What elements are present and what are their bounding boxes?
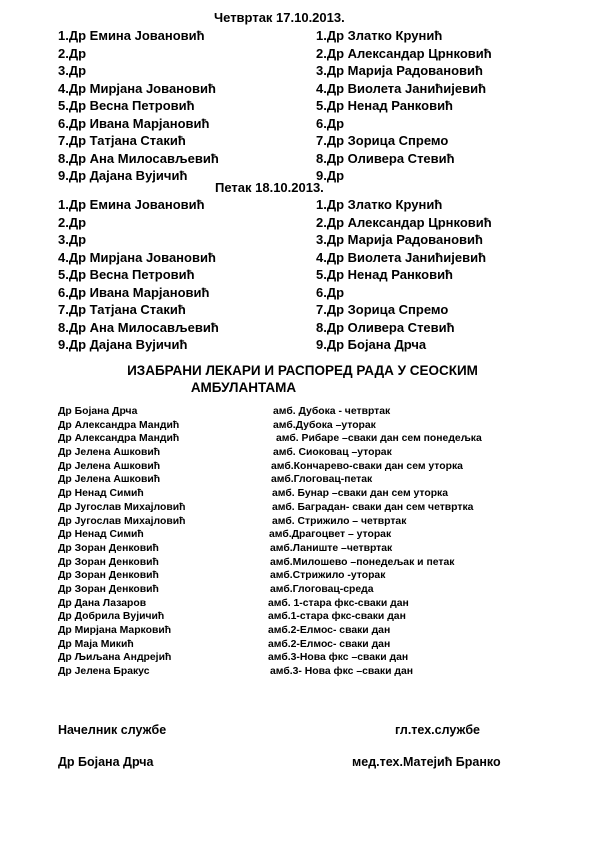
schedule-entry: 3.Др Марија Радовановић bbox=[316, 232, 483, 247]
day-left-column bbox=[58, 27, 219, 185]
assignment-clinic: амб.Ланиште –четвртак bbox=[270, 542, 393, 554]
schedule-entry: 2.Др Александар Црнковић bbox=[316, 45, 492, 61]
assignment-clinic: амб. Сиоковац –уторак bbox=[273, 447, 392, 459]
assignment-doctor: Др Југослав Михајловић bbox=[58, 515, 186, 527]
assignment-doctor: Др Зоран Денковић bbox=[58, 556, 159, 568]
schedule-entry: 6.Др bbox=[316, 284, 345, 300]
assignment-doctor: Др Мирјана Марковић bbox=[58, 625, 172, 636]
schedule-entry: 7.Др Зорица Спремо bbox=[316, 133, 449, 148]
assignment-clinic: амб.Драгоцвет – уторак bbox=[269, 529, 392, 541]
assignment-doctor: Др Јелена Ашковић bbox=[58, 474, 161, 486]
day-right-column bbox=[316, 27, 492, 185]
day-title: Петак 18.10.2013. bbox=[215, 180, 324, 195]
assignment-clinic: амб.Кончарево-сваки дан сем уторка bbox=[271, 460, 463, 472]
signature-left-title: Начелник службе bbox=[58, 723, 167, 737]
assignment-clinic: амб.2-Елмос- сваки дан bbox=[268, 638, 391, 650]
schedule-entry: 5.Др Ненад Ранковић bbox=[316, 267, 454, 282]
assignment-doctor: Др Љиљана Андрејић bbox=[58, 652, 172, 664]
schedule-entry: 8.Др Ана Милосављевић bbox=[58, 150, 219, 166]
schedule-entry: 7.Др Татјана Стакић bbox=[58, 302, 186, 317]
assignment-doctor: Др Маја Микић bbox=[58, 638, 134, 650]
signature-right-name: мед.тех.Матејић Бранко bbox=[352, 755, 501, 769]
assignment-doctor: Др Александра Мандић bbox=[58, 433, 180, 445]
assignment-doctor: Др Александра Мандић bbox=[58, 419, 180, 431]
assignment-clinic: амб.Стрижило -уторак bbox=[270, 570, 386, 582]
schedule-entry: 1.Др Емина Јовановић bbox=[58, 28, 205, 43]
assignment-doctor: Др Југослав Михајловић bbox=[58, 501, 186, 513]
assignment-clinic: амб.3-Нова фкс –сваки дан bbox=[268, 652, 409, 664]
schedule-entry: 4.Др Мирјана Јовановић bbox=[58, 249, 216, 265]
schedule-entry: 2.Др bbox=[58, 214, 87, 230]
day-title: Четвртак 17.10.2013. bbox=[214, 10, 345, 25]
assignment-clinic: амб. Дубока - четвртак bbox=[273, 406, 391, 417]
section-title-line: ИЗАБРАНИ ЛЕКАРИ И РАСПОРЕД РАДА У СЕОСКИМ bbox=[127, 363, 478, 378]
schedule-entry: 8.Др Оливера Стевић bbox=[316, 150, 455, 166]
schedule-entry: 5.Др Весна Петровић bbox=[58, 267, 195, 282]
schedule-entry: 9.Др Дајана Вујичић bbox=[58, 168, 188, 183]
schedule-entry: 6.Др Ивана Марјановић bbox=[58, 115, 210, 131]
assignment-clinic: амб.2-Елмос- сваки дан bbox=[268, 625, 391, 636]
schedule-entry: 9.Др Бојана Дрча bbox=[316, 337, 427, 352]
assignment-clinic: амб. Рибаре –сваки дан сем понедељка bbox=[276, 433, 482, 445]
schedule-entry: 1.Др Златко Крунић bbox=[316, 197, 443, 212]
assignment-doctor: Др Зоран Денковић bbox=[58, 583, 159, 595]
assignment-doctor: Др Јелена Бракус bbox=[58, 666, 150, 678]
assignment-clinic: амб.Глоговац-петак bbox=[271, 474, 373, 486]
schedule-entry: 7.Др Татјана Стакић bbox=[58, 133, 186, 148]
assignment-doctor: Др Зоран Денковић bbox=[58, 542, 159, 554]
assignment-clinic: амб.3- Нова фкс –сваки дан bbox=[270, 666, 414, 678]
assignment-clinic: амб. 1-стара фкс-сваки дан bbox=[268, 597, 409, 609]
schedule-entry: 3.Др Марија Радовановић bbox=[316, 63, 483, 78]
day-right-column bbox=[316, 196, 492, 354]
assignment-clinic-column bbox=[0, 405, 605, 679]
assignment-clinic: амб.Дубока –уторак bbox=[273, 419, 376, 431]
assignment-doctor: Др Јелена Ашковић bbox=[58, 460, 161, 472]
assignment-doctor: Др Добрила Вујичић bbox=[58, 611, 165, 623]
day-left-column bbox=[58, 196, 219, 354]
assignment-clinic: амб.Милошево –понедељак и петак bbox=[270, 556, 455, 568]
schedule-entry: 3.Др bbox=[58, 232, 87, 247]
assignment-clinic: амб. Баградан- сваки дан сем четвртка bbox=[272, 501, 474, 513]
assignment-clinic: амб.Глоговац-среда bbox=[270, 583, 374, 595]
schedule-entry: 9.Др Дајана Вујичић bbox=[58, 337, 188, 352]
assignment-clinic: амб. Стрижило – четвртак bbox=[272, 515, 407, 527]
assignment-clinic: амб.1-стара фкс-сваки дан bbox=[268, 611, 406, 623]
schedule-entry: 6.Др Ивана Марјановић bbox=[58, 284, 210, 300]
assignment-doctor: Др Ненад Симић bbox=[58, 529, 144, 541]
schedule-entry: 7.Др Зорица Спремо bbox=[316, 302, 449, 317]
schedule-entry: 1.Др Златко Крунић bbox=[316, 28, 443, 43]
schedule-entry: 2.Др Александар Црнковић bbox=[316, 214, 492, 230]
signature-right-title: гл.тех.службе bbox=[395, 723, 481, 737]
schedule-entry: 9.Др bbox=[316, 168, 345, 183]
schedule-entry: 2.Др bbox=[58, 45, 87, 61]
assignment-doctor: Др Дана Лазаров bbox=[58, 597, 147, 609]
schedule-entry: 5.Др Весна Петровић bbox=[58, 98, 195, 113]
schedule-entry: 6.Др bbox=[316, 115, 345, 131]
assignment-doctor: Др Бојана Дрча bbox=[58, 406, 138, 417]
assignment-doctor: Др Јелена Ашковић bbox=[58, 447, 161, 459]
assignment-clinic: амб. Бунар –сваки дан сем уторка bbox=[272, 488, 449, 500]
schedule-entry: 8.Др Оливера Стевић bbox=[316, 319, 455, 335]
section-title bbox=[0, 362, 605, 396]
schedule-entry: 4.Др Виолета Јанићијевић bbox=[316, 249, 487, 265]
schedule-entry: 4.Др Виолета Јанићијевић bbox=[316, 80, 487, 96]
assignment-doctor: Др Ненад Симић bbox=[58, 488, 144, 500]
schedule-entry: 8.Др Ана Милосављевић bbox=[58, 319, 219, 335]
schedule-entry: 1.Др Емина Јовановић bbox=[58, 197, 205, 212]
schedule-entry: 4.Др Мирјана Јовановић bbox=[58, 80, 216, 96]
assignment-doctor: Др Зоран Денковић bbox=[58, 570, 159, 582]
schedule-entry: 3.Др bbox=[58, 63, 87, 78]
section-title-line: АМБУЛАНТАМА bbox=[190, 380, 297, 395]
schedule-entry: 5.Др Ненад Ранковић bbox=[316, 98, 454, 113]
signature-left-name: Др Бојана Дрча bbox=[58, 755, 154, 769]
